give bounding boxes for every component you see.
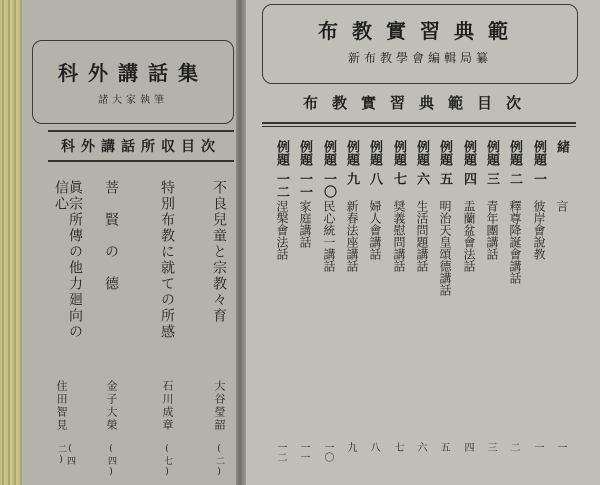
- right-entry-title: 奨義慰問講話: [392, 200, 406, 272]
- right-entry-number: 六: [414, 172, 429, 185]
- left-toc-heading: 科外講話所収目次: [61, 139, 221, 155]
- right-toc-entry: [548, 140, 568, 470]
- left-entry-title: 菩 賢 の 德: [103, 180, 119, 292]
- right-entry-page: 六: [415, 442, 426, 452]
- right-toc-entry: [408, 140, 428, 470]
- right-entry-page: 一一: [298, 442, 309, 462]
- right-entry-number: 四: [461, 172, 476, 185]
- left-entry-title: 不良兒童と宗教々育: [211, 180, 227, 324]
- left-entry-page: (四二): [56, 444, 75, 467]
- right-toc-entry: [338, 140, 358, 470]
- right-title-box: [262, 4, 578, 84]
- right-entry-page: 一: [555, 442, 566, 452]
- left-entry-author: 金子大榮: [105, 380, 118, 432]
- right-entry-page: 一: [532, 442, 543, 452]
- right-toc-entry: [501, 140, 521, 470]
- right-entry-label: 例題: [391, 140, 406, 166]
- right-entry-label: 例題: [531, 140, 546, 166]
- right-entry-page: 三: [485, 442, 496, 452]
- book-gutter: [236, 0, 246, 485]
- right-entry-title: 婦人會講話: [368, 200, 382, 260]
- page-edge-strip: [0, 0, 22, 485]
- right-entry-title: 涅槃會法話: [275, 200, 289, 260]
- right-entry-title: 新春法座講話: [345, 200, 359, 272]
- right-entry-page: 七: [392, 442, 403, 452]
- right-entry-title: 生活問題講話: [415, 200, 429, 272]
- right-rule-top-thin: [262, 126, 576, 127]
- right-entry-label: 例題: [461, 140, 476, 166]
- right-toc-entry: [268, 140, 288, 470]
- right-toc-entry: [478, 140, 498, 470]
- left-entry-title: 特別布教に就ての所感: [159, 180, 175, 340]
- right-entry-page: 一二: [275, 442, 286, 462]
- right-entry-title: 青年團講話: [485, 200, 499, 260]
- right-toc-entry: [455, 140, 475, 470]
- right-entry-label: 例題: [344, 140, 359, 166]
- left-book-author: 諸大家執筆: [98, 95, 168, 106]
- right-entry-number: 一二: [274, 172, 289, 198]
- left-entry-page: (四): [106, 444, 116, 479]
- right-entry-label: 例題: [484, 140, 499, 166]
- right-toc-entry: [291, 140, 311, 470]
- left-entry-title: 眞宗所傳の他力廻向の信心: [53, 180, 83, 340]
- right-entry-number: 一: [531, 172, 546, 185]
- right-entry-number: 一一: [297, 172, 312, 198]
- left-rule-top: [48, 130, 234, 132]
- right-entry-number: 七: [391, 172, 406, 185]
- right-entry-label: 例題: [297, 140, 312, 166]
- right-entry-page: 八: [368, 442, 379, 452]
- left-rule-bottom: [48, 160, 234, 162]
- right-entry-page: 一〇: [322, 442, 333, 462]
- right-entry-page: 九: [345, 442, 356, 452]
- left-title-box: [32, 40, 234, 124]
- right-entry-label: 例題: [414, 140, 429, 166]
- right-entry-title: 盂蘭盆會法話: [462, 200, 476, 272]
- right-entry-title: 家庭講話: [298, 200, 312, 248]
- right-entry-page: 五: [438, 442, 449, 452]
- left-entry-author: 大谷瑩韶: [213, 380, 226, 432]
- right-toc-entry: [385, 140, 405, 470]
- right-entry-number: 八: [367, 172, 382, 185]
- right-toc-heading: 布教實習典範目次: [302, 94, 535, 112]
- right-entry-number: 一〇: [321, 172, 336, 198]
- right-book-title: 布教實習典範: [318, 19, 522, 43]
- right-entry-page: 四: [462, 442, 473, 452]
- right-entry-number: [548, 172, 568, 200]
- right-entry-number: 二: [507, 172, 522, 185]
- right-book-publisher: 新布教學會編輯局纂: [347, 51, 492, 65]
- right-entry-number: 九: [344, 172, 359, 185]
- right-entry-title: 言: [555, 200, 569, 212]
- left-book-title: 科外講話集: [58, 61, 208, 85]
- right-entry-title: 彼岸會說教: [532, 200, 546, 260]
- right-entry-title: 民心統一講話: [322, 200, 336, 272]
- right-toc-entry: [315, 140, 335, 470]
- right-toc-entry: [361, 140, 381, 470]
- right-entry-number: 五: [437, 172, 452, 185]
- right-entry-label: 例題: [321, 140, 336, 166]
- right-entry-label: 緒: [554, 140, 569, 153]
- left-entry-page: (七): [162, 444, 172, 479]
- right-entry-number: 三: [484, 172, 499, 185]
- right-rule-top: [262, 122, 576, 124]
- right-toc-entry: [431, 140, 451, 470]
- right-entry-label: 例題: [437, 140, 452, 166]
- right-entry-label: 例題: [367, 140, 382, 166]
- right-entry-label: 例題: [274, 140, 289, 166]
- left-entry-page: (二): [214, 444, 224, 479]
- right-entry-title: 釋尊降誕會講話: [508, 200, 522, 284]
- right-entry-page: 二: [508, 442, 519, 452]
- right-entry-title: 明治天皇頌德講話: [438, 200, 452, 296]
- left-entry-author: 石川成章: [161, 380, 174, 432]
- right-entry-label: 例題: [507, 140, 522, 166]
- left-entry-author: 住田智見: [55, 380, 68, 432]
- right-toc-entry: [525, 140, 545, 470]
